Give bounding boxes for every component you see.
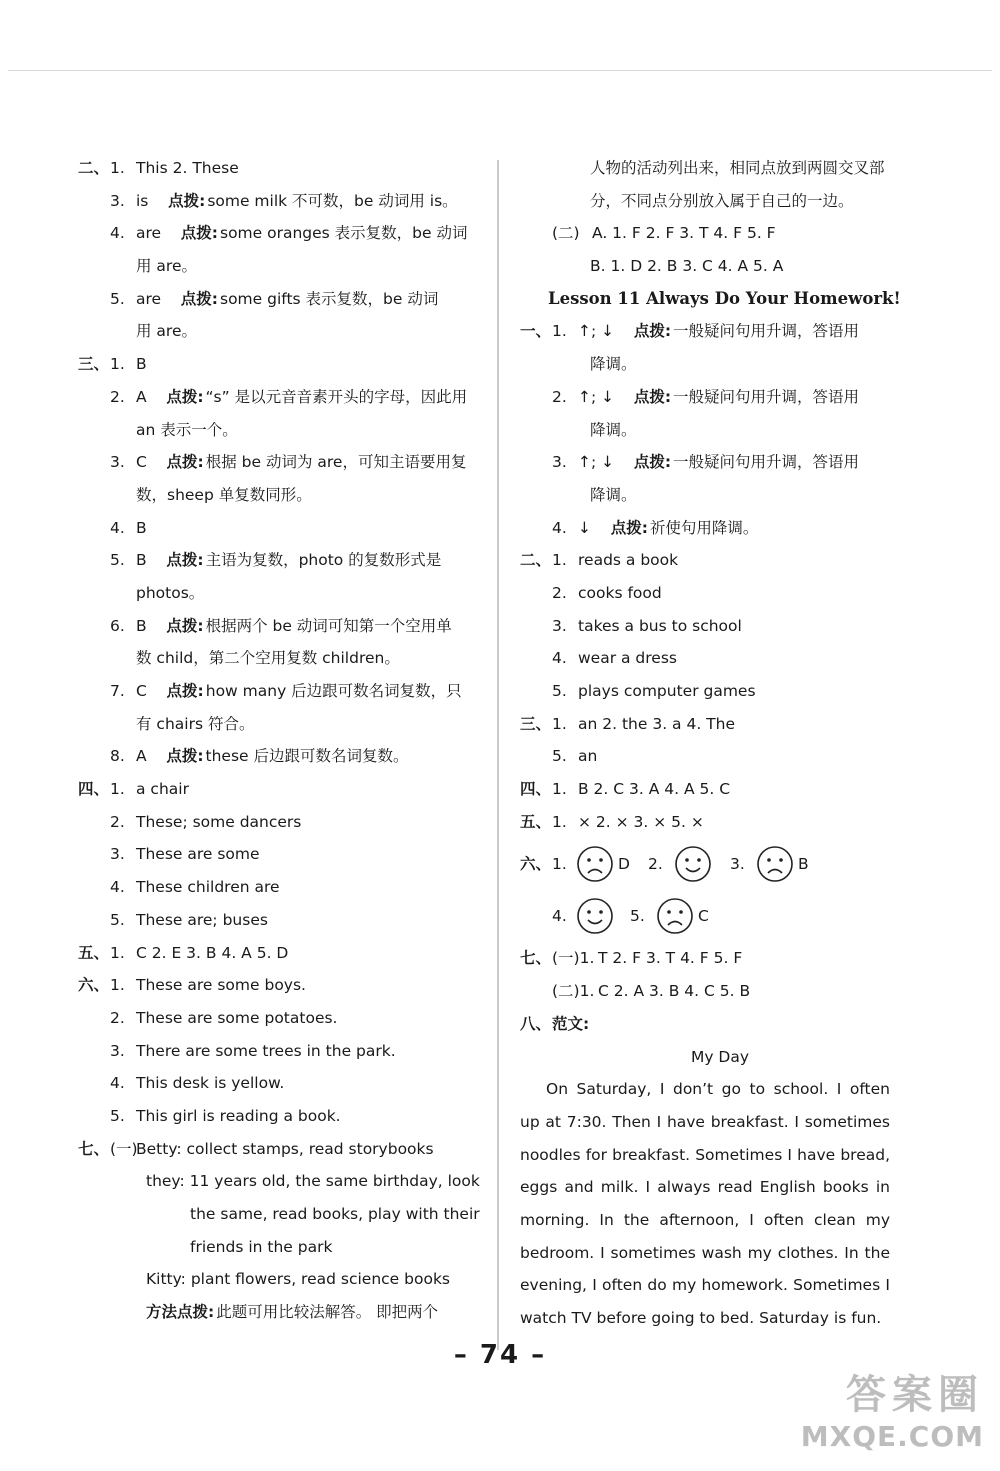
answer-value: takes a bus to school bbox=[578, 616, 742, 635]
answer-value: is bbox=[136, 191, 149, 210]
answer-text bbox=[136, 871, 280, 904]
answer-line bbox=[78, 740, 478, 773]
item-number: 5. bbox=[630, 907, 645, 926]
continuation-text: 用 are。 bbox=[136, 322, 197, 341]
item-number: 2. bbox=[552, 583, 567, 602]
answer-line bbox=[520, 185, 920, 218]
spacer bbox=[147, 617, 167, 635]
spacer bbox=[591, 519, 611, 537]
face-holder bbox=[656, 897, 694, 935]
answer-text bbox=[136, 838, 260, 871]
answer-value: × 2. × 3. × 5. × bbox=[578, 812, 704, 831]
item-number: 3. bbox=[552, 616, 567, 635]
item-number: (二)1. bbox=[552, 982, 595, 1001]
continuation-text: friends in the park bbox=[190, 1237, 333, 1256]
section-marker: 五、 bbox=[520, 812, 552, 831]
answer-value: a chair bbox=[136, 780, 189, 799]
tip-text: how many 后边跟可数名词复数，只 bbox=[205, 682, 462, 700]
answer-text bbox=[578, 446, 859, 479]
tip-label: 点拨: bbox=[610, 518, 648, 537]
continuation-text: Kitty: plant flowers, read science books bbox=[146, 1270, 450, 1289]
item-number: 4. bbox=[552, 907, 567, 926]
tip-label: 点拨: bbox=[180, 289, 218, 308]
column-divider bbox=[497, 160, 499, 1350]
spacer bbox=[147, 388, 167, 406]
answer-line bbox=[78, 577, 478, 610]
answer-value: A bbox=[136, 747, 147, 766]
item-number: 2. bbox=[110, 1008, 125, 1027]
continuation-text: 数，sheep 单复数同形。 bbox=[136, 485, 312, 504]
tip-text: 根据两个 be 动词可知第一个空用单 bbox=[205, 616, 452, 635]
face-answer-row bbox=[520, 838, 920, 890]
spacer bbox=[148, 192, 168, 210]
face-holder bbox=[576, 897, 614, 935]
answer-text bbox=[136, 610, 452, 643]
answer-value: There are some trees in the park. bbox=[136, 1041, 396, 1060]
item-number: 5. bbox=[110, 289, 125, 308]
tip-label: 点拨: bbox=[166, 616, 204, 635]
answer-value: B 2. C 3. A 4. A 5. C bbox=[578, 780, 731, 799]
essay-line: evening, I often do my homework. Sometimes I bbox=[520, 1276, 890, 1295]
answer-value: These children are bbox=[136, 878, 280, 897]
answer-line bbox=[520, 315, 920, 348]
answer-text bbox=[578, 544, 678, 577]
essay-title: My Day bbox=[690, 1047, 750, 1066]
answer-text bbox=[578, 315, 859, 348]
face-holder bbox=[674, 845, 712, 883]
continuation-text: the same, read books, play with their bbox=[190, 1205, 480, 1223]
spacer bbox=[614, 453, 634, 471]
continuation-text: 人物的活动列出来，相同点放到两圆交叉部 bbox=[590, 159, 885, 177]
answer-text bbox=[136, 283, 438, 316]
answer-line bbox=[520, 773, 920, 806]
essay-line: bedroom. I sometimes wash my clothes. In the bbox=[520, 1243, 890, 1262]
answer-line bbox=[78, 348, 478, 381]
answer-line bbox=[520, 1008, 920, 1041]
answer-text bbox=[136, 381, 467, 414]
answer-value: wear a dress bbox=[578, 649, 677, 668]
item-number: 4. bbox=[110, 878, 125, 897]
answer-text bbox=[578, 577, 662, 610]
tip-label: 点拨: bbox=[633, 453, 672, 472]
answer-value: Betty: collect stamps, read storybooks bbox=[136, 1139, 434, 1158]
section-marker: 七、 bbox=[520, 949, 552, 968]
answer-text bbox=[136, 773, 189, 806]
answer-line bbox=[78, 1067, 478, 1100]
item-number: 8. bbox=[110, 747, 125, 766]
continuation-text: 降调。 bbox=[590, 485, 637, 504]
answer-text bbox=[136, 1002, 337, 1035]
answer-value: This girl is reading a book. bbox=[136, 1106, 341, 1125]
answer-value: an bbox=[578, 747, 598, 766]
continuation-text: they: 11 years old, the same birthday, look bbox=[146, 1172, 480, 1191]
answer-value: C bbox=[136, 453, 147, 472]
answer-line bbox=[78, 871, 478, 904]
tip-text: some oranges 表示复数，be 动词 bbox=[220, 224, 468, 243]
answer-value: This desk is yellow. bbox=[136, 1074, 285, 1093]
answer-line bbox=[78, 708, 478, 741]
answer-value: plays computer games bbox=[578, 682, 756, 700]
item-number: (一)1. bbox=[552, 949, 595, 968]
section-marker: 二、 bbox=[520, 551, 552, 570]
tip-label: 点拨: bbox=[633, 387, 672, 406]
tip-text: 一般疑问句用升调，答语用 bbox=[673, 387, 860, 406]
answer-value: C 2. A 3. B 4. C 5. B bbox=[598, 982, 751, 1001]
answer-text bbox=[136, 544, 441, 577]
answer-value: These are some bbox=[136, 845, 260, 864]
item-number: 1. bbox=[110, 355, 125, 374]
answer-value: cooks food bbox=[578, 583, 662, 602]
section-marker: 四、 bbox=[78, 780, 110, 799]
answer-text bbox=[578, 381, 859, 414]
answer-line bbox=[78, 152, 478, 185]
face-answer-row bbox=[520, 890, 920, 942]
answer-text bbox=[136, 348, 147, 381]
answer-value: D bbox=[618, 855, 630, 874]
spacer bbox=[147, 747, 167, 765]
answer-text bbox=[578, 708, 735, 741]
item-number: 4. bbox=[110, 518, 125, 537]
item-number: 1. bbox=[110, 159, 125, 177]
continuation-text: 降调。 bbox=[590, 355, 637, 374]
answer-line bbox=[78, 414, 478, 447]
answer-value: ↑; ↓ bbox=[578, 453, 615, 472]
answer-text bbox=[136, 512, 147, 545]
item-number: 1. bbox=[552, 812, 567, 831]
answer-line bbox=[78, 969, 478, 1002]
answer-line bbox=[78, 838, 478, 871]
answer-text bbox=[578, 512, 758, 545]
method-tip-text: 此题可用比较法解答。 即把两个 bbox=[216, 1303, 439, 1322]
answer-line bbox=[520, 414, 920, 447]
spacer bbox=[161, 290, 181, 308]
item-number: 2. bbox=[110, 387, 125, 406]
answer-line bbox=[520, 577, 920, 610]
item-number: 6. bbox=[110, 616, 125, 635]
answer-line bbox=[78, 185, 478, 218]
answer-line bbox=[520, 975, 920, 1008]
watermark-line2: MXQE.COM bbox=[800, 1420, 984, 1453]
answer-value: These are some boys. bbox=[136, 976, 306, 995]
answer-value: C bbox=[136, 682, 147, 700]
answer-text bbox=[136, 152, 239, 185]
answer-text bbox=[598, 975, 750, 1008]
essay-line: noodles for breakfast. Sometimes I have bread, bbox=[520, 1145, 890, 1164]
answer-line bbox=[520, 675, 920, 708]
spacer bbox=[614, 322, 634, 340]
answer-line bbox=[78, 1296, 478, 1329]
answer-line bbox=[78, 675, 478, 708]
continuation-text: 分，不同点分别放入属于自己的一边。 bbox=[590, 191, 854, 210]
tip-label: 点拨: bbox=[166, 453, 204, 472]
tip-label: 点拨: bbox=[633, 322, 672, 341]
answer-line bbox=[78, 1100, 478, 1133]
section-marker: 七、 bbox=[78, 1139, 110, 1158]
answer-text bbox=[578, 642, 677, 675]
lesson-title: Lesson 11 Always Do Your Homework! bbox=[548, 288, 901, 308]
answer-value: A. 1. F 2. F 3. T 4. F 5. F bbox=[592, 224, 776, 243]
answer-line bbox=[78, 544, 478, 577]
answer-value: B bbox=[136, 355, 147, 374]
watermark bbox=[801, 1363, 984, 1453]
answer-value: ↓ bbox=[578, 518, 591, 537]
essay-line: up at 7:30. Then I have breakfast. I sometimes bbox=[520, 1112, 890, 1131]
sad-face-icon bbox=[576, 845, 614, 883]
right-column bbox=[520, 152, 920, 1335]
tip-text: 一般疑问句用升调，答语用 bbox=[673, 453, 860, 472]
tip-label: 点拨: bbox=[166, 682, 204, 700]
answer-text bbox=[578, 675, 756, 708]
continuation-text: 数 child，第二个空用复数 children。 bbox=[136, 649, 400, 668]
item-number: (一) bbox=[110, 1139, 138, 1158]
answer-line bbox=[78, 937, 478, 970]
answer-value: 范文: bbox=[552, 1014, 590, 1033]
answer-value: A bbox=[136, 387, 147, 406]
answer-line bbox=[78, 904, 478, 937]
spacer bbox=[614, 388, 634, 406]
tip-text: some gifts 表示复数，be 动词 bbox=[220, 289, 439, 308]
watermark-line1: 答案圈 bbox=[846, 1372, 984, 1418]
tip-text: 根据 be 动词为 are，可知主语要用复 bbox=[205, 453, 467, 472]
answer-line bbox=[78, 250, 478, 283]
item-number: 5. bbox=[110, 1106, 125, 1125]
item-number: 5. bbox=[110, 551, 125, 570]
answer-value: These; some dancers bbox=[136, 812, 302, 831]
section-marker: 三、 bbox=[78, 355, 110, 374]
answer-value: C bbox=[698, 907, 709, 926]
answer-value: B bbox=[136, 518, 147, 537]
tip-text: “s” 是以元音音素开头的字母，因此用 bbox=[205, 387, 468, 406]
answer-value: These are; buses bbox=[136, 910, 268, 929]
answer-value: B bbox=[798, 855, 809, 874]
answer-line bbox=[78, 446, 478, 479]
method-tip bbox=[146, 1296, 438, 1329]
essay-line: watch TV before going to bed. Saturday is fun. bbox=[520, 1309, 882, 1327]
answer-line bbox=[78, 512, 478, 545]
tip-text: 祈使句用降调。 bbox=[649, 518, 759, 537]
section-marker: 八、 bbox=[520, 1014, 552, 1033]
section-marker: 二、 bbox=[78, 159, 110, 177]
spacer bbox=[161, 224, 181, 242]
happy-face-icon bbox=[576, 897, 614, 935]
answer-line bbox=[520, 217, 920, 250]
answer-value: reads a book bbox=[578, 551, 679, 570]
answer-line bbox=[520, 446, 920, 479]
answer-line bbox=[520, 942, 920, 975]
answer-line bbox=[78, 1035, 478, 1068]
item-number: 4. bbox=[552, 649, 567, 668]
section-marker: 六、 bbox=[520, 855, 552, 874]
item-number: 1. bbox=[110, 976, 125, 995]
continuation-text: 有 chairs 符合。 bbox=[136, 714, 255, 733]
answer-text bbox=[136, 1035, 396, 1068]
answer-line bbox=[78, 283, 478, 316]
answer-text bbox=[578, 773, 730, 806]
answer-text bbox=[136, 446, 466, 479]
answer-line bbox=[78, 479, 478, 512]
answer-text bbox=[136, 969, 306, 1002]
item-number: 3. bbox=[110, 845, 125, 864]
answer-line bbox=[520, 283, 920, 316]
essay-line: morning. In the afternoon, I often clean my bbox=[520, 1210, 890, 1229]
essay-line: eggs and milk. I always read English books in bbox=[520, 1178, 890, 1197]
tip-label: 点拨: bbox=[166, 747, 204, 766]
answer-text bbox=[136, 806, 301, 839]
answer-line bbox=[520, 806, 920, 839]
answer-text bbox=[136, 1100, 341, 1133]
answer-value: are bbox=[136, 224, 162, 243]
answer-line bbox=[520, 381, 920, 414]
section-marker: 五、 bbox=[78, 943, 110, 962]
sad-face-icon bbox=[756, 845, 794, 883]
answer-line bbox=[78, 1263, 478, 1296]
tip-text: some milk 不可数，be 动词用 is。 bbox=[207, 191, 458, 210]
item-number: 1. bbox=[110, 943, 125, 962]
method-tip-label: 方法点拨: bbox=[146, 1303, 215, 1322]
answer-text bbox=[598, 942, 742, 975]
item-number: 5. bbox=[110, 910, 125, 929]
answer-line bbox=[78, 315, 478, 348]
answer-text bbox=[136, 675, 462, 708]
answer-line bbox=[78, 806, 478, 839]
answer-line bbox=[78, 1002, 478, 1035]
spacer bbox=[147, 682, 167, 700]
tip-label: 点拨: bbox=[180, 224, 218, 243]
continuation-text: 用 are。 bbox=[136, 257, 197, 276]
item-number: 1. bbox=[552, 322, 567, 341]
tip-text: 一般疑问句用升调，答语用 bbox=[673, 322, 860, 341]
answer-line bbox=[78, 773, 478, 806]
item-number: 7. bbox=[110, 682, 125, 700]
answer-value: are bbox=[136, 289, 162, 308]
face-holder bbox=[756, 845, 794, 883]
answer-value: B bbox=[136, 551, 147, 570]
answer-value: This 2. These bbox=[136, 159, 239, 177]
happy-face-icon bbox=[674, 845, 712, 883]
face-holder bbox=[576, 845, 614, 883]
page-number: – 74 – bbox=[453, 1340, 547, 1370]
answer-line bbox=[78, 1231, 478, 1264]
answer-text bbox=[578, 806, 704, 839]
answer-line bbox=[520, 512, 920, 545]
sad-face-icon bbox=[656, 897, 694, 935]
item-number: 2. bbox=[648, 855, 663, 874]
item-number: 1. bbox=[552, 551, 567, 570]
item-number: 5. bbox=[552, 747, 567, 766]
tip-text: 主语为复数，photo 的复数形式是 bbox=[205, 551, 442, 570]
left-column bbox=[78, 152, 478, 1329]
answer-text bbox=[136, 904, 268, 937]
answer-value: T 2. F 3. T 4. F 5. F bbox=[598, 949, 743, 968]
spacer bbox=[147, 453, 167, 471]
item-number: 1. bbox=[552, 714, 567, 733]
tip-text: these 后边跟可数名词复数。 bbox=[205, 747, 409, 766]
continuation-text: B. 1. D 2. B 3. C 4. A 5. A bbox=[590, 257, 784, 276]
answer-line bbox=[78, 1165, 478, 1198]
answer-line bbox=[78, 217, 478, 250]
section-marker: 六、 bbox=[78, 976, 110, 995]
answer-text bbox=[552, 1008, 589, 1041]
item-number: 3. bbox=[110, 453, 125, 472]
item-number: 3. bbox=[730, 855, 745, 874]
answer-line bbox=[520, 544, 920, 577]
answer-line bbox=[78, 381, 478, 414]
section-marker: 四、 bbox=[520, 780, 552, 799]
answer-line bbox=[520, 348, 920, 381]
answer-text bbox=[136, 1133, 434, 1166]
answer-value: ↑; ↓ bbox=[578, 387, 615, 406]
answer-value: an 2. the 3. a 4. The bbox=[578, 714, 736, 733]
answer-line bbox=[520, 152, 920, 185]
item-number: 4. bbox=[552, 518, 567, 537]
answer-line bbox=[78, 1133, 478, 1166]
item-number: 3. bbox=[552, 453, 567, 472]
item-number: 4. bbox=[110, 1074, 125, 1093]
answer-text bbox=[136, 185, 458, 218]
item-number: 4. bbox=[110, 224, 125, 243]
answer-value: C 2. E 3. B 4. A 5. D bbox=[136, 943, 289, 962]
item-number: 1. bbox=[552, 780, 567, 799]
item-number: 1. bbox=[110, 780, 125, 799]
continuation-text: an 表示一个。 bbox=[136, 420, 238, 439]
item-number: 2. bbox=[552, 387, 567, 406]
item-number: 5. bbox=[552, 682, 567, 700]
answer-value: These are some potatoes. bbox=[136, 1008, 338, 1027]
answer-line bbox=[520, 642, 920, 675]
item-number: 3. bbox=[110, 1041, 125, 1060]
answer-value: ↑; ↓ bbox=[578, 322, 615, 341]
answer-line bbox=[520, 610, 920, 643]
answer-line bbox=[520, 708, 920, 741]
answer-line bbox=[78, 1198, 478, 1231]
answer-line bbox=[78, 610, 478, 643]
answer-line bbox=[520, 479, 920, 512]
item-number: 3. bbox=[110, 191, 125, 210]
continuation-text: 降调。 bbox=[590, 420, 637, 439]
continuation-text: photos。 bbox=[136, 583, 205, 602]
essay-line: On Saturday, I don’t go to school. I often bbox=[546, 1080, 890, 1099]
section-marker: 一、 bbox=[520, 322, 552, 341]
tip-label: 点拨: bbox=[166, 551, 204, 570]
section-marker: 三、 bbox=[520, 714, 552, 733]
answer-line bbox=[78, 642, 478, 675]
answer-text bbox=[136, 217, 467, 250]
item-number: (二) bbox=[552, 224, 580, 243]
answer-text bbox=[136, 937, 288, 970]
tip-label: 点拨: bbox=[166, 387, 204, 406]
answer-text bbox=[592, 217, 776, 250]
answer-text bbox=[136, 740, 409, 773]
answer-text bbox=[578, 740, 597, 773]
tip-label: 点拨: bbox=[168, 191, 206, 210]
item-number: 2. bbox=[110, 812, 125, 831]
answer-text bbox=[136, 1067, 284, 1100]
item-number: 1. bbox=[552, 855, 567, 874]
answer-line bbox=[520, 250, 920, 283]
answer-line bbox=[520, 740, 920, 773]
answer-value: B bbox=[136, 616, 147, 635]
answer-text bbox=[578, 610, 742, 643]
spacer bbox=[147, 551, 167, 569]
